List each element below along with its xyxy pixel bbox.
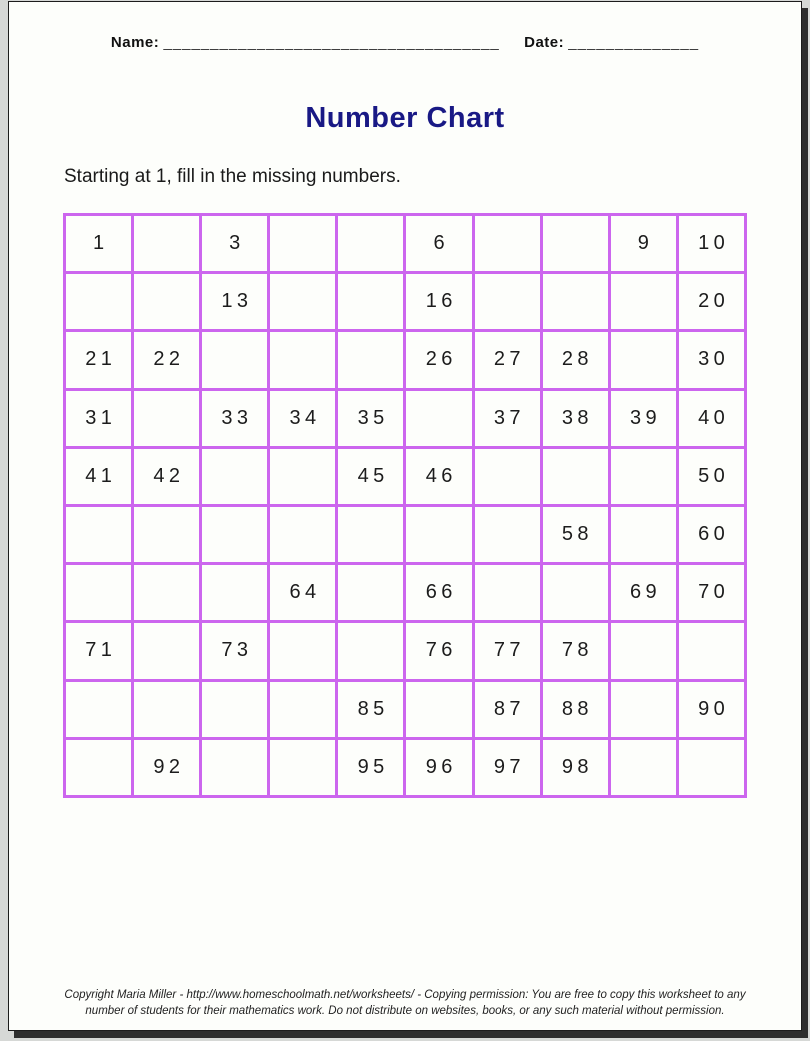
name-label: Name: bbox=[110, 34, 160, 51]
grid-cell-filled: 78 bbox=[543, 623, 608, 678]
grid-cell-empty bbox=[134, 507, 199, 562]
grid-cell-filled: 88 bbox=[543, 682, 608, 737]
grid-cell-filled: 60 bbox=[679, 507, 744, 562]
grid-cell-empty bbox=[66, 274, 131, 329]
grid-cell-filled: 39 bbox=[611, 391, 676, 446]
grid-cell-filled: 97 bbox=[475, 740, 540, 795]
grid-cell-filled: 28 bbox=[543, 332, 608, 387]
grid-cell-empty bbox=[270, 740, 335, 795]
grid-cell-filled: 45 bbox=[338, 449, 403, 504]
grid-cell-filled: 1 bbox=[66, 216, 131, 271]
grid-cell-empty bbox=[134, 391, 199, 446]
grid-cell-filled: 22 bbox=[134, 332, 199, 387]
grid-cell-empty bbox=[543, 216, 608, 271]
grid-cell-empty bbox=[543, 449, 608, 504]
grid-cell-empty bbox=[475, 449, 540, 504]
grid-cell-filled: 10 bbox=[679, 216, 744, 271]
grid-cell-filled: 66 bbox=[406, 565, 471, 620]
grid-cell-filled: 9 bbox=[611, 216, 676, 271]
grid-cell-filled: 85 bbox=[338, 682, 403, 737]
grid-cell-empty bbox=[611, 332, 676, 387]
copyright-line-1: Copyright Maria Miller - http://www.homeschoolmath.net/worksheets/ - Copying permission: You are free to copy this worksheet to any bbox=[64, 989, 746, 1001]
grid-cell-empty bbox=[270, 682, 335, 737]
grid-cell-empty bbox=[270, 216, 335, 271]
grid-cell-filled: 13 bbox=[202, 274, 267, 329]
grid-cell-empty bbox=[202, 565, 267, 620]
grid-cell-filled: 90 bbox=[679, 682, 744, 737]
grid-cell-empty bbox=[543, 274, 608, 329]
grid-cell-empty bbox=[66, 740, 131, 795]
grid-cell-filled: 92 bbox=[134, 740, 199, 795]
grid-cell-filled: 71 bbox=[66, 623, 131, 678]
grid-cell-filled: 64 bbox=[270, 565, 335, 620]
grid-cell-filled: 21 bbox=[66, 332, 131, 387]
grid-cell-empty bbox=[406, 391, 471, 446]
grid-cell-empty bbox=[338, 623, 403, 678]
grid-cell-filled: 26 bbox=[406, 332, 471, 387]
grid-cell-filled: 37 bbox=[475, 391, 540, 446]
grid-cell-empty bbox=[270, 332, 335, 387]
grid-cell-filled: 3 bbox=[202, 216, 267, 271]
grid-cell-filled: 6 bbox=[406, 216, 471, 271]
page-title: Number Chart bbox=[305, 102, 505, 134]
grid-cell-empty bbox=[66, 565, 131, 620]
instruction-text: Starting at 1, fill in the missing numbers. bbox=[64, 166, 401, 187]
grid-cell-empty bbox=[406, 507, 471, 562]
grid-cell-filled: 33 bbox=[202, 391, 267, 446]
grid-cell-filled: 69 bbox=[611, 565, 676, 620]
grid-cell-empty bbox=[338, 332, 403, 387]
grid-cell-empty bbox=[66, 682, 131, 737]
grid-cell-filled: 46 bbox=[406, 449, 471, 504]
grid-cell-empty bbox=[679, 740, 744, 795]
grid-cell-empty bbox=[611, 623, 676, 678]
grid-cell-empty bbox=[406, 682, 471, 737]
grid-cell-filled: 98 bbox=[543, 740, 608, 795]
grid-cell-empty bbox=[202, 507, 267, 562]
grid-cell-empty bbox=[202, 449, 267, 504]
grid-cell-filled: 76 bbox=[406, 623, 471, 678]
copyright-footer bbox=[9, 987, 801, 1019]
grid-cell-filled: 16 bbox=[406, 274, 471, 329]
grid-cell-empty bbox=[270, 449, 335, 504]
grid-cell-empty bbox=[202, 740, 267, 795]
grid-cell-filled: 35 bbox=[338, 391, 403, 446]
grid-cell-empty bbox=[611, 682, 676, 737]
grid-cell-filled: 77 bbox=[475, 623, 540, 678]
grid-cell-filled: 73 bbox=[202, 623, 267, 678]
grid-cell-filled: 31 bbox=[66, 391, 131, 446]
grid-cell-filled: 58 bbox=[543, 507, 608, 562]
grid-cell-empty bbox=[611, 507, 676, 562]
grid-cell-empty bbox=[134, 274, 199, 329]
grid-cell-filled: 42 bbox=[134, 449, 199, 504]
grid-cell-filled: 41 bbox=[66, 449, 131, 504]
name-blank-line: ____________________________________ bbox=[163, 34, 500, 51]
name-date-row bbox=[9, 34, 801, 51]
grid-cell-empty bbox=[202, 332, 267, 387]
grid-cell-empty bbox=[270, 623, 335, 678]
grid-cell-empty bbox=[134, 623, 199, 678]
grid-cell-filled: 50 bbox=[679, 449, 744, 504]
grid-cell-filled: 96 bbox=[406, 740, 471, 795]
grid-cell-empty bbox=[679, 623, 744, 678]
copyright-line-2: number of students for their mathematics work. Do not distribute on websites, books, or any such material without permission. bbox=[85, 1005, 725, 1017]
grid-cell-empty bbox=[611, 740, 676, 795]
grid-cell-empty bbox=[543, 565, 608, 620]
grid-cell-filled: 40 bbox=[679, 391, 744, 446]
grid-cell-filled: 70 bbox=[679, 565, 744, 620]
grid-cell-empty bbox=[475, 507, 540, 562]
grid-cell-empty bbox=[611, 274, 676, 329]
grid-cell-filled: 34 bbox=[270, 391, 335, 446]
worksheet-page bbox=[8, 1, 802, 1031]
grid-cell-empty bbox=[475, 216, 540, 271]
grid-cell-empty bbox=[338, 216, 403, 271]
date-label: Date: bbox=[524, 34, 565, 51]
grid-cell-empty bbox=[270, 507, 335, 562]
grid-cell-empty bbox=[202, 682, 267, 737]
number-grid bbox=[63, 213, 747, 798]
grid-cell-empty bbox=[134, 216, 199, 271]
date-blank-line: ______________ bbox=[568, 34, 700, 51]
grid-cell-filled: 27 bbox=[475, 332, 540, 387]
grid-cell-empty bbox=[338, 507, 403, 562]
grid-cell-filled: 20 bbox=[679, 274, 744, 329]
grid-cell-empty bbox=[338, 274, 403, 329]
grid-cell-empty bbox=[475, 274, 540, 329]
grid-cell-empty bbox=[475, 565, 540, 620]
grid-cell-empty bbox=[270, 274, 335, 329]
grid-cell-empty bbox=[611, 449, 676, 504]
grid-cell-filled: 38 bbox=[543, 391, 608, 446]
grid-cell-empty bbox=[66, 507, 131, 562]
grid-cell-filled: 95 bbox=[338, 740, 403, 795]
grid-cell-empty bbox=[134, 565, 199, 620]
grid-cell-filled: 87 bbox=[475, 682, 540, 737]
grid-cell-empty bbox=[338, 565, 403, 620]
grid-cell-filled: 30 bbox=[679, 332, 744, 387]
grid-cell-empty bbox=[134, 682, 199, 737]
